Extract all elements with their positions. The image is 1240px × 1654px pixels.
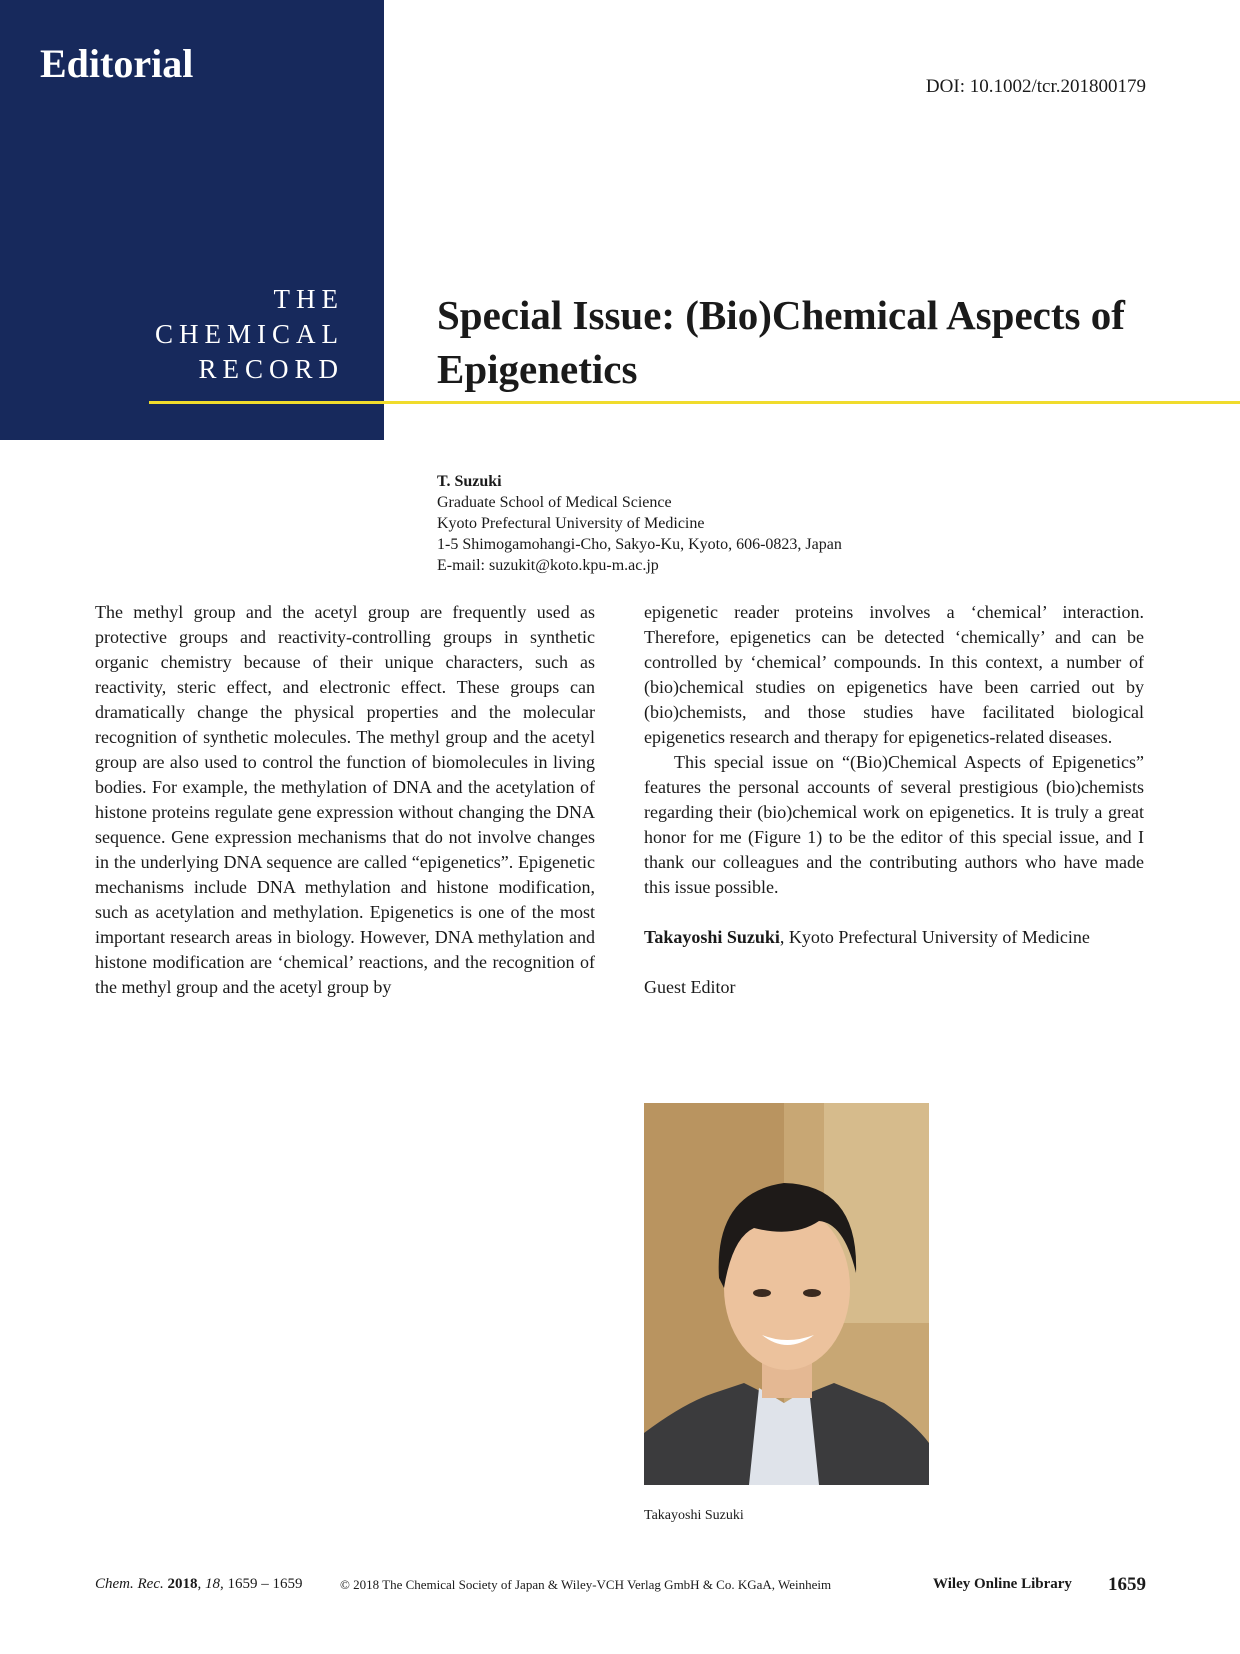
copyright: © 2018 The Chemical Society of Japan & Wiley-VCH Verlag GmbH & Co. KGaA, Weinheim bbox=[340, 1577, 832, 1592]
journal-name bbox=[155, 282, 344, 387]
citation: Chem. Rec. 2018, 18, 1659 – 1659 bbox=[95, 1576, 303, 1592]
journal-name-line-2: CHEMICAL bbox=[155, 319, 344, 349]
page-footer bbox=[95, 1574, 1146, 1598]
citation-pages: , 1659 – 1659 bbox=[219, 1576, 303, 1592]
header-band bbox=[0, 0, 384, 440]
email-line[interactable]: E-mail: suzukit@koto.kpu-m.ac.jp bbox=[437, 557, 659, 574]
doi[interactable]: DOI: 10.1002/tcr.201800179 bbox=[925, 76, 1146, 97]
title-divider bbox=[149, 401, 1240, 404]
citation-volume: 18 bbox=[204, 1576, 220, 1592]
affiliation-line: Kyoto Prefectural University of Medicine bbox=[437, 515, 705, 532]
body-paragraph: The methyl group and the acetyl group are frequently used as protective groups and reactivity-controlling groups in synthetic organic chemistry because of their unique characters, such as reactivity, steric effect, and electronic effect. These groups can dramatically change the physical properties and the molecular recognition of synthetic molecules. The methyl group and the acetyl group are also used to control the function of biomolecules in living bodies. For example, the methylation of DNA and the acetylation of histone proteins regulate gene expression without changing the DNA sequence. Gene expression mechanisms that do not involve changes in the underlying DNA sequence are called “epigenetics”. Epigenetic mechanisms include DNA methylation and histone modification, such as acetylation and methylation. Epigenetics is one of the most important research areas in biology. However, DNA methylation and histone modification are ‘chemical’ reactions, and the recognition of the methyl group and the acetyl group by bbox=[95, 602, 595, 997]
address-line: 1-5 Shimogamohangi-Cho, Sakyo-Ku, Kyoto, 606-0823, Japan bbox=[437, 536, 842, 553]
signature bbox=[644, 925, 1144, 950]
signature-affiliation: , Kyoto Prefectural University of Medicine bbox=[779, 927, 1090, 947]
body-paragraph: This special issue on “(Bio)Chemical Aspects of Epigenetics” features the personal accounts of several prestigious (bio)chemists regarding their (bio)chemical work on epigenetics. It is truly a great honor for me (Figure 1) to be the editor of this special issue, and I thank our colleagues and the contributing authors who have made this issue possible. bbox=[644, 752, 1144, 897]
body-column-right bbox=[644, 600, 1144, 1000]
page-number: 1659 bbox=[1108, 1574, 1146, 1595]
portrait-image bbox=[644, 1103, 929, 1485]
body-paragraph: epigenetic reader proteins involves a ‘chemical’ interaction. Therefore, epigenetics can be detected ‘chemically’ and can be controlled by ‘chemical’ compounds. In this context, a number of (bio)chemical studies on epigenetics have been carried out by (bio)chemists, and those studies have facilitated biological epigenetics research and therapy for epigenetics-related diseases. bbox=[644, 602, 1144, 747]
journal-name-line-1: THE bbox=[273, 284, 344, 314]
signature-role: Guest Editor bbox=[644, 977, 736, 997]
author-photo bbox=[644, 1103, 929, 1485]
author-block bbox=[437, 471, 842, 576]
photo-caption: Takayoshi Suzuki bbox=[644, 1508, 744, 1523]
section-label: Editorial bbox=[40, 41, 194, 86]
citation-year: 2018 bbox=[167, 1576, 198, 1592]
journal-name-line-3: RECORD bbox=[198, 354, 344, 384]
article-title bbox=[437, 288, 1197, 396]
body-column-left bbox=[95, 600, 595, 1000]
journal-abbrev: Chem. Rec. bbox=[95, 1576, 164, 1592]
author-name: T. Suzuki bbox=[437, 473, 502, 490]
title-line-1: Special Issue: (Bio)Chemical Aspects of bbox=[437, 292, 1125, 338]
affiliation-line: Graduate School of Medical Science bbox=[437, 494, 672, 511]
signature-name: Takayoshi Suzuki bbox=[644, 927, 780, 947]
title-line-2: Epigenetics bbox=[437, 346, 638, 392]
wiley-online-library[interactable]: Wiley Online Library bbox=[933, 1576, 1072, 1592]
